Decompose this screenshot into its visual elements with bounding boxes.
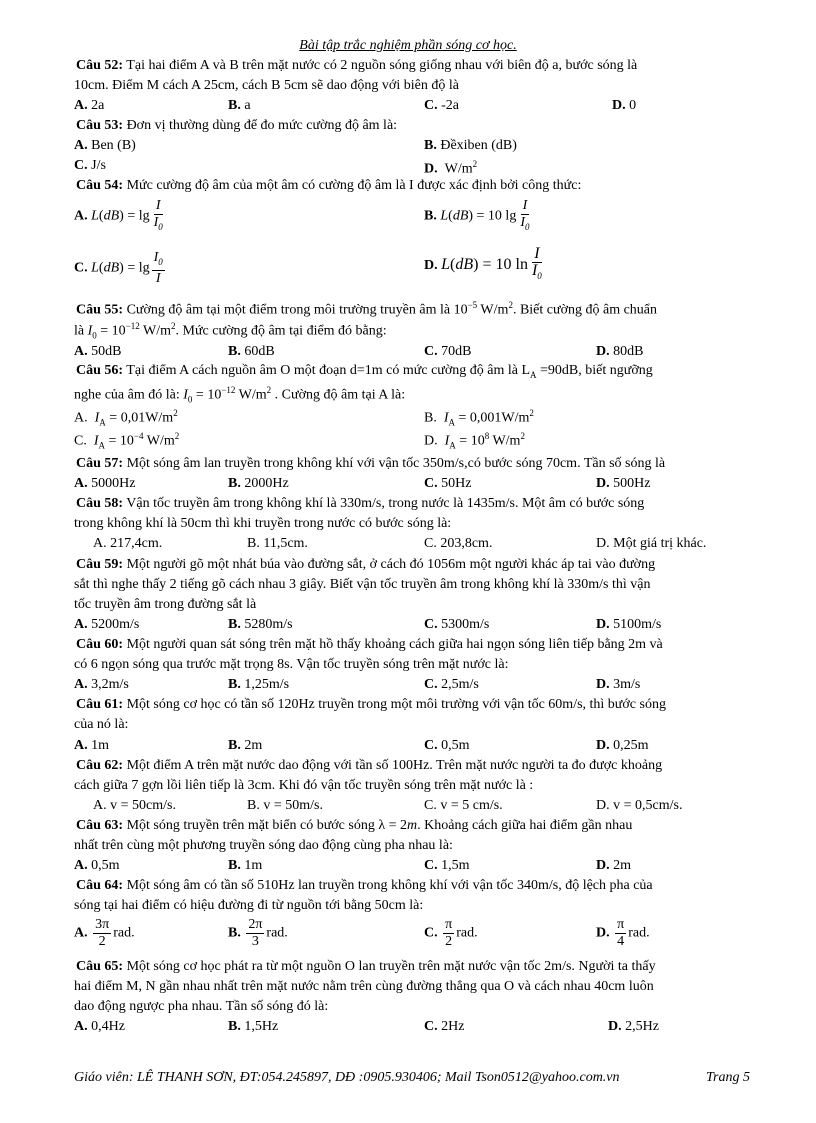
option-d: D. 3m/s <box>596 677 641 692</box>
option-a: A. 1m <box>74 738 110 753</box>
question-text: tốc truyền âm trong đường sắt là <box>74 597 257 612</box>
option-a: A. 0,4Hz <box>74 1019 125 1034</box>
question-63: Câu 63: Một sóng truyền trên mặt biển có bước sóng λ = 2m. Khoảng cách giữa hai điểm gần nhau <box>76 818 633 833</box>
question-56: Câu 56: Tại điểm A cách nguồn âm O một đoạn d=1m có mức cường độ âm là $L_A =90dB$, biết ngưỡng <box>76 363 653 380</box>
option-a: A. L(dB) = lg $\frac{I}{I_0}$ <box>74 198 163 232</box>
option-c: C. $I_A = 10^{-4}$ $W/m^2$ <box>74 431 180 451</box>
question-text: nhất trên cùng một phương truyền sóng dao động cùng pha nhau là: <box>74 838 453 853</box>
option-c: C. v = 5 cm/s. <box>424 798 503 813</box>
page-footer: Giáo viên: LÊ THANH SƠN, ĐT:054.245897, DĐ :0905.930406; Mail Tson0512@yahoo.com.vn <box>74 1070 620 1085</box>
option-c: C. 0,5m <box>424 738 470 753</box>
option-d: D. $I_A = 10^8$ $W/m^2$ <box>424 431 525 451</box>
question-52: Câu 52: Tại hai điểm A và B trên mặt nước có 2 nguồn sóng giống nhau với biên độ a, bước sóng là <box>76 58 638 73</box>
option-c: C. 2,5m/s <box>424 677 479 692</box>
option-a: A. $I_A = 0,01W/m^2$ <box>74 408 178 428</box>
option-d: D. L(dB) = 10 ln $\frac{I}{I_0}$ <box>424 245 542 282</box>
option-a: A. 5000Hz <box>74 476 136 491</box>
page-number: Trang 5 <box>706 1070 750 1085</box>
question-62: Câu 62: Một điểm A trên mặt nước dao động với tần số 100Hz. Trên mặt nước người ta đo được khoảng <box>76 758 663 773</box>
option-c: C. L(dB) = lg $\frac{I_0}{I}$ <box>74 250 163 286</box>
question-text: cách giữa 7 gợn lồi liên tiếp là 3cm. Khi đó vận tốc truyền sóng trên mặt nước là : <box>74 778 534 793</box>
option-b: B. v = 50m/s. <box>247 798 323 813</box>
option-d: D. Một giá trị khác. <box>596 536 707 551</box>
option-c: C. 70dB <box>424 344 472 359</box>
question-64: Câu 64: Một sóng âm có tần số 510Hz lan truyền trong không khí với vận tốc 340m/s, độ lệch pha của <box>76 878 653 893</box>
option-c: C. -2a <box>424 98 460 113</box>
option-d: D. 0 <box>612 98 637 113</box>
option-a: A. $\frac{3\pi}{2}$ rad. <box>74 917 135 949</box>
option-d: D. 0,25m <box>596 738 649 753</box>
question-59: Câu 59: Một người gõ một nhát búa vào đường sắt, ở cách đó 1056m một người khác áp tai vào đường <box>76 557 656 572</box>
option-b: B. 1,25m/s <box>228 677 290 692</box>
question-60: Câu 60: Một người quan sát sóng trên mặt hồ thấy khoảng cách giữa hai ngọn sóng liên tiếp bằng 2m và <box>76 637 663 652</box>
page-header: Bài tập trắc nghiệm phần sóng cơ học. <box>299 38 517 53</box>
option-d: D. 2m <box>596 858 632 873</box>
option-b: B. 2m <box>228 738 263 753</box>
option-a: A. v = 50cm/s. <box>93 798 176 813</box>
option-d: D. v = 0,5cm/s. <box>596 798 683 813</box>
question-text: hai điểm M, N gần nhau nhất trên mặt nước nằm trên cùng đường thẳng qua O và cách nhau 40cm luôn <box>74 979 654 994</box>
option-c: C. 50Hz <box>424 476 472 491</box>
question-text: là $I_0 = 10^{-12}$ $W/m^2$. Mức cường độ âm tại điểm đó bằng: <box>74 321 387 341</box>
option-d: D. 2,5Hz <box>608 1019 659 1034</box>
option-a: A. 2a <box>74 98 105 113</box>
question-text: nghe của âm đó là: $I_0 = 10^{-12}$ $W/m^2$ . Cường độ âm tại A là: <box>74 385 406 405</box>
question-55: Câu 55: Cường độ âm tại một điểm trong môi trường truyền âm là $10^{-5}$ $W/m^2$. Biết cường độ âm chuẩn <box>76 300 658 318</box>
question-57: Câu 57: Một sóng âm lan truyền trong không khí với vận tốc 350m/s,có bước sóng 70cm. Tần số sóng là <box>76 456 666 471</box>
option-d: D. 80dB <box>596 344 644 359</box>
option-a: A. 217,4cm. <box>93 536 163 551</box>
option-b: B. $\frac{2\pi}{3}$ rad. <box>228 917 288 949</box>
option-d: D. $\frac{\pi}{4}$ rad. <box>596 917 650 949</box>
option-a: A. Ben (B) <box>74 138 136 153</box>
option-d: D. 5100m/s <box>596 617 662 632</box>
option-b: B. L(dB) = 10 lg $\frac{I}{I_0}$ <box>424 198 530 232</box>
option-a: A. 50dB <box>74 344 122 359</box>
option-b: B. $I_A = 0,001W/m^2$ <box>424 408 534 428</box>
question-label: Câu 52: <box>76 58 124 73</box>
question-text: có 6 ngọn sóng qua trước mặt trọng 8s. Vận tốc truyền sóng trên mặt nước là: <box>74 657 509 672</box>
option-b: B. 5280m/s <box>228 617 293 632</box>
option-b: B. 11,5cm. <box>247 536 308 551</box>
question-58: Câu 58: Vận tốc truyền âm trong không khí là 330m/s, trong nước là 1435m/s. Một âm có bước sóng <box>76 496 645 511</box>
option-b: B. 1m <box>228 858 263 873</box>
question-text: trong không khí là 50cm thì khi truyền trong nước có bước sóng là: <box>74 516 452 531</box>
question-text: 10cm. Điểm M cách A 25cm, cách B 5cm sẽ dao động với biên độ là <box>74 78 459 93</box>
option-c: C. 1,5m <box>424 858 470 873</box>
option-b: B. Đềxiben (dB) <box>424 138 517 153</box>
option-d: D. $W/m^2$ <box>424 159 478 177</box>
option-a: A. 0,5m <box>74 858 120 873</box>
question-53: Câu 53: Đơn vị thường dùng để đo mức cường độ âm là: <box>76 118 398 133</box>
option-b: B. 2000Hz <box>228 476 289 491</box>
option-b: B. 60dB <box>228 344 275 359</box>
option-a: A. 5200m/s <box>74 617 140 632</box>
option-b: B. a <box>228 98 251 113</box>
question-text: dao động ngược pha nhau. Tần số sóng đó là: <box>74 999 329 1014</box>
option-d: D. 500Hz <box>596 476 651 491</box>
option-c: C. 2Hz <box>424 1019 465 1034</box>
question-text: của nó là: <box>74 717 129 732</box>
option-c: C. 203,8cm. <box>424 536 493 551</box>
question-65: Câu 65: Một sóng cơ học phát ra từ một nguồn O lan truyền trên mặt nước vận tốc 2m/s. Người ta thấy <box>76 959 656 974</box>
option-c: C. 5300m/s <box>424 617 490 632</box>
question-text: sắt thì nghe thấy 2 tiếng gõ cách nhau 3 giây. Biết vận tốc truyền âm trong không khí là 330m/s thì vận <box>74 577 651 592</box>
question-text: sóng tại hai điểm có hiệu đường đi từ nguồn tới bằng 50cm là: <box>74 898 424 913</box>
question-54: Câu 54: Mức cường độ âm của một âm có cường độ âm là I được xác định bởi công thức: <box>76 178 582 193</box>
question-61: Câu 61: Một sóng cơ học có tần số 120Hz truyền trong một môi trường với vận tốc 60m/s, thì bước sóng <box>76 697 666 712</box>
option-a: A. 3,2m/s <box>74 677 129 692</box>
option-b: B. 1,5Hz <box>228 1019 279 1034</box>
option-c: C. J/s <box>74 158 106 173</box>
option-c: C. $\frac{\pi}{2}$ rad. <box>424 917 478 949</box>
